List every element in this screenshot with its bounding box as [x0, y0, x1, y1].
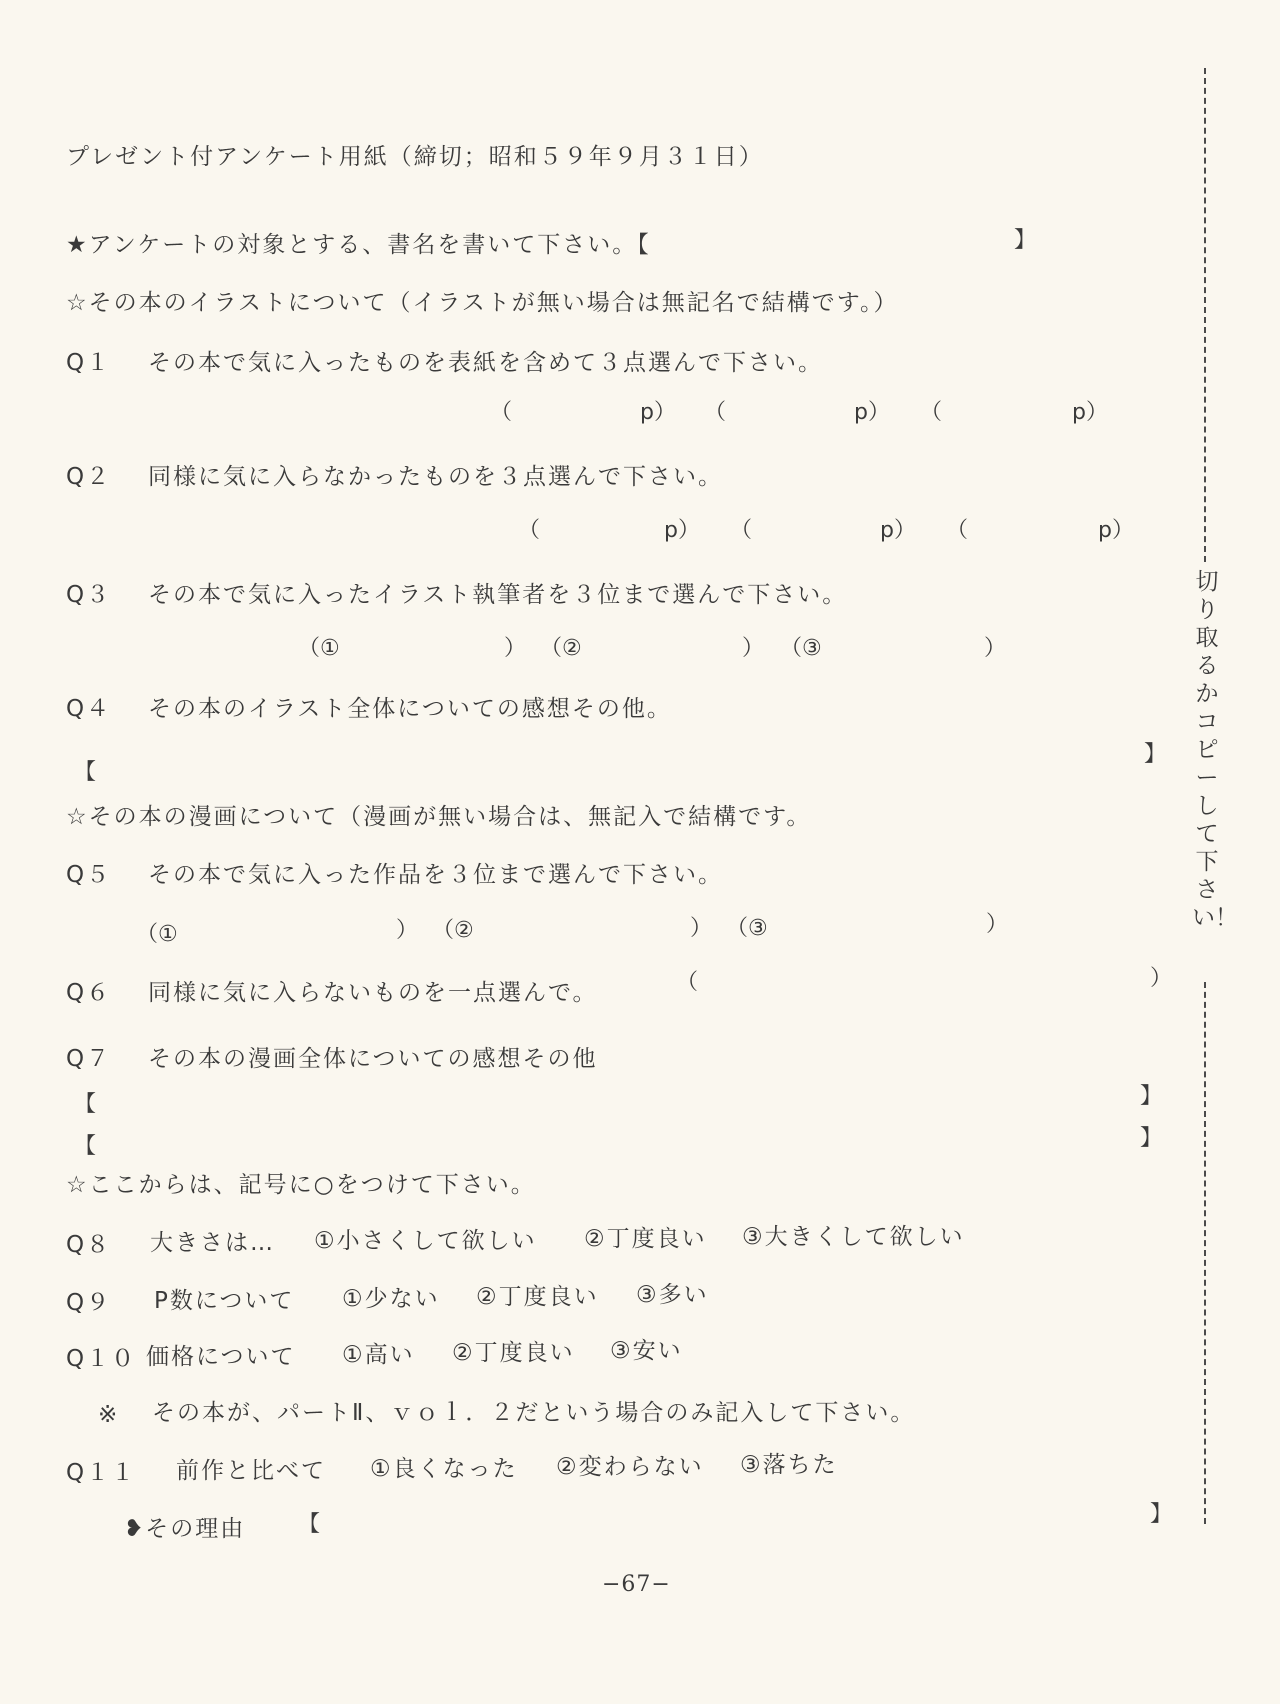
q9-text: P数について [154, 1288, 295, 1314]
q7-line2-open-bracket: 【 [74, 1134, 97, 1159]
q5-slot-3-close: ） [986, 912, 1009, 937]
q3-slot-3-open: （③ [780, 636, 822, 661]
q2-label: Q２ [66, 464, 112, 490]
q3-slot-3-close: ） [984, 636, 1007, 661]
manga-section-heading: ☆その本の漫画について（漫画が無い場合は、無記入で結構です。 [66, 804, 812, 830]
q10-text: 価格について [146, 1344, 296, 1370]
q11-option-1: ①良くなった [370, 1456, 518, 1482]
q3-text: その本で気に入ったイラスト執筆者を３位まで選んで下さい。 [148, 582, 848, 608]
q1-slot-1-open: （ [490, 400, 513, 425]
q5-slot-2-open: （② [432, 918, 474, 943]
q9-option-1: ①少ない [342, 1286, 440, 1312]
q4-open-bracket: 【 [74, 760, 97, 785]
q8-text: 大きさは… [150, 1230, 275, 1256]
q11-text: 前作と比べて [176, 1458, 326, 1484]
q3-label: Q３ [66, 582, 112, 608]
cut-line-upper [1204, 68, 1206, 562]
q7-line1-close-bracket: 】 [1140, 1084, 1163, 1109]
q5-slot-1-open: （① [136, 922, 178, 947]
q7-line1-open-bracket: 【 [74, 1092, 97, 1117]
mark-section-heading: ☆ここからは、記号に○をつけて下さい。 [66, 1172, 536, 1198]
q4-label: Q４ [66, 696, 112, 722]
q8-option-1: ①小さくして欲しい [314, 1228, 537, 1254]
q9-option-2: ②丁度良い [476, 1284, 599, 1310]
q1-label: Q１ [66, 350, 112, 376]
page-number: −67− [602, 1572, 671, 1597]
q8-option-2: ②丁度良い [584, 1226, 707, 1252]
q1-slot-1-close: p） [640, 400, 676, 425]
q1-slot-2-close: p） [854, 400, 890, 425]
note-text: その本が、パートⅡ、ｖｏｌ．２だという場合のみ記入して下さい。 [152, 1400, 916, 1426]
q3-slot-1-open: （① [298, 636, 340, 661]
q11-option-2: ②変わらない [556, 1454, 704, 1480]
q10-option-1: ①高い [342, 1342, 415, 1368]
q5-slot-3-open: （③ [726, 916, 768, 941]
reason-open-bracket: 【 [298, 1512, 321, 1537]
q9-option-3: ③多い [636, 1282, 709, 1308]
q10-label: Q１０ [66, 1346, 137, 1372]
cut-instruction: 切り取るかコピーして下さい！ [1192, 569, 1238, 931]
q10-option-2: ②丁度良い [452, 1340, 575, 1366]
q11-label: Q１１ [66, 1460, 137, 1486]
q2-slot-1-close: p） [664, 518, 700, 543]
q1-slot-2-open: （ [704, 400, 727, 425]
q5-slot-1-close: ） [396, 918, 419, 943]
reason-close-bracket: 】 [1150, 1502, 1173, 1527]
reason-label: ❥その理由 [124, 1516, 246, 1542]
q1-slot-3-close: p） [1072, 400, 1108, 425]
q4-text: その本のイラスト全体についての感想その他。 [148, 696, 672, 722]
q11-option-3: ③落ちた [740, 1452, 838, 1478]
note-mark: ※ [98, 1402, 120, 1428]
q3-slot-1-close: ） [504, 636, 527, 661]
q7-text: その本の漫画全体についての感想その他 [148, 1046, 598, 1072]
q9-label: Q９ [66, 1290, 112, 1316]
q6-close-paren: ） [1150, 966, 1173, 991]
q3-slot-2-close: ） [742, 636, 765, 661]
illust-section-heading: ☆その本のイラストについて（イラストが無い場合は無記名で結構です。） [66, 290, 899, 316]
q4-close-bracket: 】 [1144, 742, 1167, 767]
q2-slot-1-open: （ [518, 518, 541, 543]
q2-slot-3-close: p） [1098, 518, 1134, 543]
q10-option-3: ③安い [610, 1338, 683, 1364]
q2-slot-2-open: （ [730, 518, 753, 543]
q2-slot-2-close: p） [880, 518, 916, 543]
q1-slot-3-open: （ [920, 400, 943, 425]
q3-slot-2-open: （② [540, 636, 582, 661]
book-title-prompt: ★アンケートの対象とする、書名を書いて下さい。【 [66, 232, 651, 258]
q6-label: Q６ [66, 980, 112, 1006]
cut-line-lower [1204, 982, 1206, 1524]
q5-slot-2-close: ） [690, 916, 713, 941]
book-title-close-bracket: 】 [1014, 228, 1037, 253]
q7-label: Q７ [66, 1046, 112, 1072]
q8-label: Q８ [66, 1232, 112, 1258]
q5-label: Q５ [66, 862, 112, 888]
q1-text: その本で気に入ったものを表紙を含めて３点選んで下さい。 [148, 350, 823, 376]
q2-slot-3-open: （ [946, 518, 969, 543]
q5-text: その本で気に入った作品を３位まで選んで下さい。 [148, 862, 723, 888]
q6-open-paren: （ [676, 970, 699, 995]
q2-text: 同様に気に入らなかったものを３点選んで下さい。 [148, 464, 723, 490]
q8-option-3: ③大きくして欲しい [742, 1224, 965, 1250]
q6-text: 同様に気に入らないものを一点選んで。 [148, 980, 598, 1006]
q7-line2-close-bracket: 】 [1140, 1126, 1163, 1151]
form-title: プレゼント付アンケート用紙（締切；昭和５９年９月３１日） [66, 144, 764, 170]
